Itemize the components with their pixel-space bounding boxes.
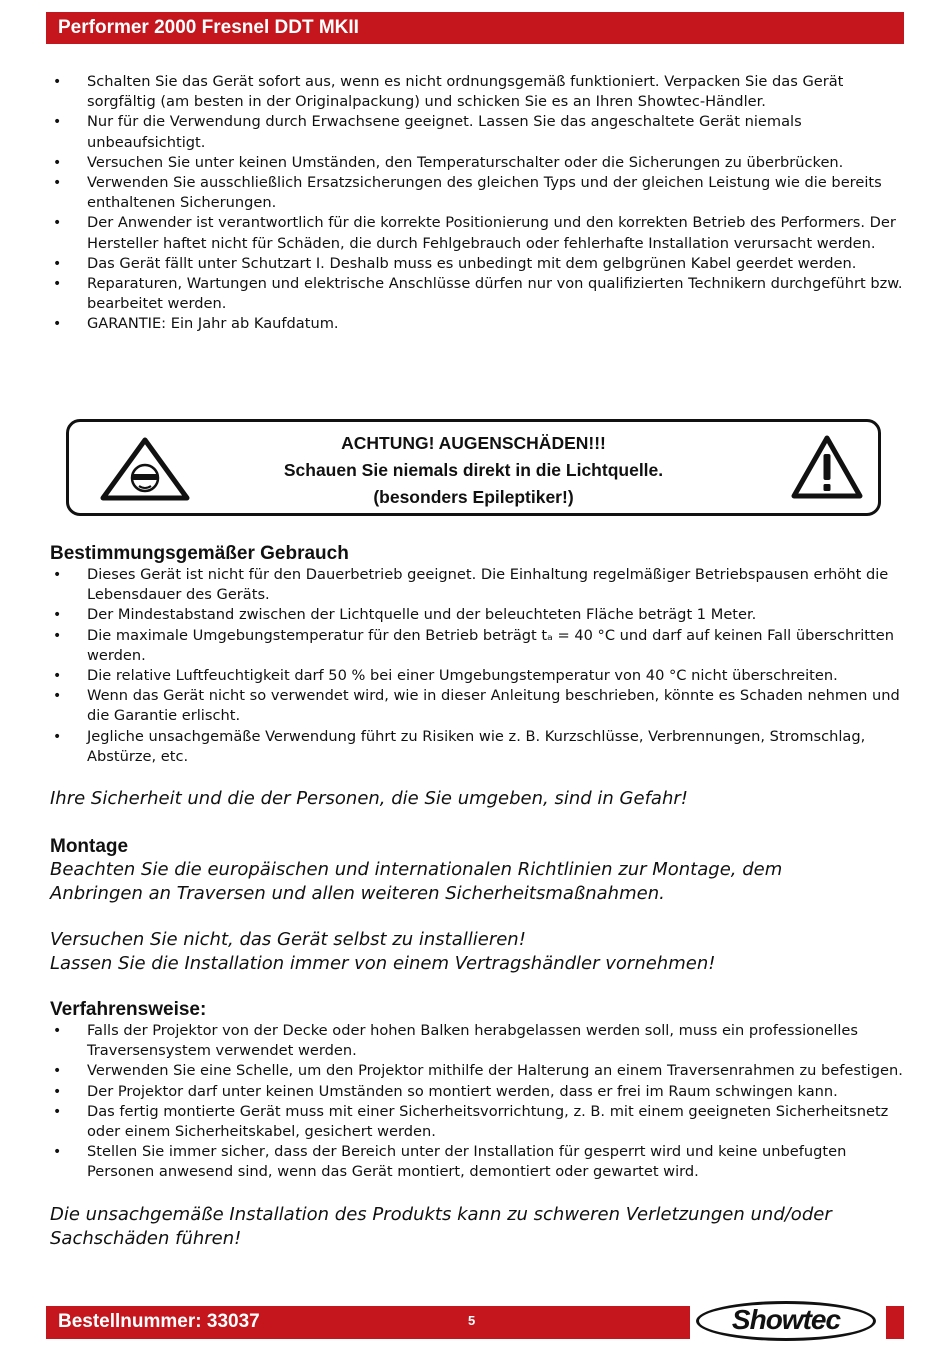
list-item: • GARANTIE: Ein Jahr ab Kaufdatum. (53, 315, 339, 333)
final-warning-line-1: Die unsachgemäße Installation des Produkts kann zu schweren Verletzungen und/oder (50, 1203, 832, 1225)
list-item: • Verwenden Sie eine Schelle, um den Projektor mithilfe der Halterung an einem Traversenrahmen zu befestigen. (53, 1062, 903, 1080)
safety-note: Ihre Sicherheit und die der Personen, die Sie umgeben, sind in Gefahr! (50, 788, 688, 810)
list-item: • Der Mindestabstand zwischen der Lichtquelle und der beleuchteten Fläche beträgt 1 Meter. (53, 606, 757, 624)
procedure-section (50, 998, 905, 1251)
montage-para-2-line-2: Lassen Sie die Installation immer von einem Vertragshändler vornehmen! (50, 953, 716, 974)
document-title: Performer 2000 Fresnel DDT MKII (58, 17, 359, 38)
list-item: • Falls der Projektor von der Decke oder hohen Balken herabgelassen werden soll, muss ein professionelles Traversensystem verwendet werden. (53, 1022, 858, 1060)
list-item: • Die maximale Umgebungstemperatur für den Betrieb beträgt tₐ = 40 °C und darf auf keinen Fall überschritten werden. (53, 626, 894, 664)
usage-bullet-list (50, 565, 905, 767)
header-bar (46, 12, 904, 44)
list-item: • Dieses Gerät ist nicht für den Dauerbetrieb geeignet. Die Einhaltung regelmäßiger Betriebspausen erhöht die Lebensdauer des Geräts. (53, 566, 889, 604)
warning-line-2: Schauen Sie niemals direkt in die Lichtquelle. (283, 460, 664, 480)
list-item: • Das fertig montierte Gerät muss mit einer Sicherheitsvorrichtung, z. B. mit einem geeigneten Sicherheitsnetz oder einem Sicherheitskabel, gesichert werden. (53, 1102, 889, 1141)
montage-para-1-line-1: Beachten Sie die europäischen und internationalen Richtlinien zur Montage, dem (50, 859, 783, 880)
list-item: • Stellen Sie immer sicher, dass der Bereich unter der Installation für gesperrt wird und keine unbefugten Personen anwesend sind, wenn das Gerät montiert, demontiert oder gewartet wird. (53, 1143, 847, 1181)
list-item: • Wenn das Gerät nicht so verwendet wird, wie in dieser Anleitung beschrieben, könnte es Schaden nehmen und die Garantie erlischt. (53, 687, 900, 725)
list-item: • Der Projektor darf unter keinen Umständen so montiert werden, dass er frei im Raum schwingen kann. (53, 1082, 838, 1100)
usage-heading: Bestimmungsgemäßer Gebrauch (50, 543, 349, 564)
procedure-heading: Verfahrensweise: (50, 999, 207, 1020)
list-item: • Das Gerät fällt unter Schutzart I. Deshalb muss es unbedingt mit dem gelbgrünen Kabel geerdet werden. (53, 254, 857, 272)
procedure-bullet-list (50, 1021, 905, 1183)
warning-line-1: ACHTUNG! AUGENSCHÄDEN!!! (341, 433, 606, 453)
final-warning-line-2: Sachschäden führen! (50, 1227, 242, 1249)
list-item: • Jegliche unsachgemäße Verwendung führt zu Risiken wie z. B. Kurzschlüsse, Verbrennungen, Stromschlag, Abstürze, etc. (53, 727, 866, 765)
montage-heading: Montage (50, 836, 129, 857)
warning-line-3: (besonders Epileptiker!) (373, 487, 574, 507)
page-number: 5 (468, 1313, 476, 1328)
logo-text: Showtec (731, 1304, 841, 1335)
montage-para-1-line-2: Anbringen an Traversen und allen weiteren Sicherheitsmaßnahmen. (50, 883, 665, 904)
usage-section (50, 542, 905, 811)
montage-para-2-line-1: Versuchen Sie nicht, das Gerät selbst zu installieren! (50, 929, 526, 950)
list-item: • Der Anwender ist verantwortlich für die korrekte Positionierung und den korrekten Betrieb des Performers. Der Hersteller haftet nicht für Schäden, die durch Fehlgebrauch oder fehlerhafte Installation verursacht werden. (53, 214, 896, 252)
list-item: • Reparaturen, Wartungen und elektrische Anschlüsse dürfen nur von qualifizierten Technikern durchgeführt bzw. bearbeitet werden. (53, 275, 903, 313)
list-item: • Die relative Luftfeuchtigkeit darf 50 % bei einer Umgebungstemperatur von 40 °C nicht überschreiten. (53, 667, 838, 685)
list-item: • Verwenden Sie ausschließlich Ersatzsicherungen des gleichen Typs und der gleichen Leistung wie die bereits enthaltenen Sicherungen. (53, 174, 882, 212)
list-item: • Nur für die Verwendung durch Erwachsene geeignet. Lassen Sie das angeschaltete Gerät niemals unbeaufsichtigt. (53, 113, 802, 151)
order-number: Bestellnummer: 33037 (58, 1311, 260, 1332)
eye-damage-warning-box (66, 419, 881, 516)
list-item: • Schalten Sie das Gerät sofort aus, wenn es nicht ordnungsgemäß funktioniert. Verpacken Sie das Gerät sorgfältig (am besten in der Originalpackung) und schicken Sie es an Ihren Showtec-Händler. (53, 73, 844, 111)
warning-text (69, 430, 878, 511)
list-item: • Versuchen Sie unter keinen Umständen, den Temperaturschalter oder die Sicherungen zu überbrücken. (53, 153, 844, 171)
top-bullet-list (50, 72, 905, 335)
top-section (50, 72, 905, 335)
showtec-logo (690, 1297, 886, 1345)
exclamation-warning-icon (790, 434, 864, 500)
montage-section (50, 835, 905, 976)
